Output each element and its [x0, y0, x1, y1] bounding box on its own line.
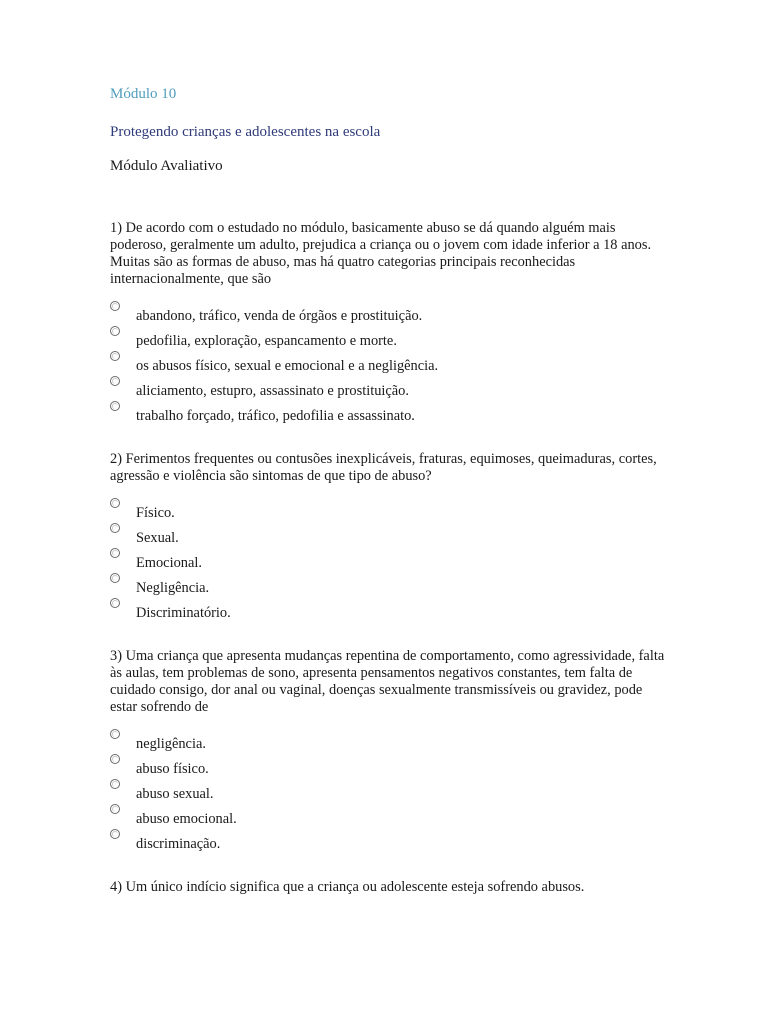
question-1	[110, 220, 670, 429]
question-text: 1) De acordo com o estudado no módulo, basicamente abuso se dá quando alguém mais poderoso, geralmente um adulto, prejudica a criança ou o jovem com idade inferior a 18 anos. Muitas são as formas de abuso, mas há quatro categorias principais reconhecidas internacionalmente, que são	[110, 220, 652, 287]
module-number: Módulo 10	[110, 86, 177, 102]
option-item[interactable]	[110, 354, 670, 379]
option-label: negligência.	[136, 736, 206, 752]
radio-button[interactable]	[110, 573, 120, 583]
radio-button[interactable]	[110, 376, 120, 386]
option-item[interactable]	[110, 329, 670, 354]
option-item[interactable]	[110, 757, 670, 782]
options-list	[110, 732, 670, 857]
question-4	[110, 879, 670, 896]
option-item[interactable]	[110, 501, 670, 526]
option-label: discriminação.	[136, 836, 221, 852]
option-label: abandono, tráfico, venda de órgãos e prostituição.	[136, 308, 423, 324]
question-text: 3) Uma criança que apresenta mudanças repentina de comportamento, como agressividade, falta às aulas, tem problemas de sono, apresenta pensamentos negativos constantes, tem falta de cuidado consigo, dor anal ou vaginal, doenças sexualmente transmissíveis ou gravidez, pode estar sofrendo de	[110, 648, 665, 715]
radio-button[interactable]	[110, 804, 120, 814]
option-item[interactable]	[110, 601, 670, 626]
radio-button[interactable]	[110, 326, 120, 336]
radio-button[interactable]	[110, 301, 120, 311]
radio-button[interactable]	[110, 598, 120, 608]
option-label: trabalho forçado, tráfico, pedofilia e assassinato.	[136, 408, 415, 424]
module-title: Protegendo crianças e adolescentes na escola	[110, 124, 381, 140]
option-label: Sexual.	[136, 530, 179, 546]
question-text: 2) Ferimentos frequentes ou contusões inexplicáveis, fraturas, equimoses, queimaduras, cortes, agressão e violência são sintomas de que tipo de abuso?	[110, 451, 657, 484]
module-subtitle: Módulo Avaliativo	[110, 158, 223, 174]
question-3	[110, 648, 670, 857]
option-label: Emocional.	[136, 555, 202, 571]
radio-button[interactable]	[110, 754, 120, 764]
option-item[interactable]	[110, 576, 670, 601]
radio-button[interactable]	[110, 829, 120, 839]
question-text: 4) Um único indício significa que a criança ou adolescente esteja sofrendo abusos.	[110, 879, 585, 895]
option-item[interactable]	[110, 404, 670, 429]
options-list	[110, 304, 670, 429]
option-item[interactable]	[110, 304, 670, 329]
option-item[interactable]	[110, 832, 670, 857]
option-label: Discriminatório.	[136, 605, 231, 621]
radio-button[interactable]	[110, 548, 120, 558]
option-item[interactable]	[110, 551, 670, 576]
radio-button[interactable]	[110, 523, 120, 533]
option-label: Físico.	[136, 505, 175, 521]
radio-button[interactable]	[110, 729, 120, 739]
radio-button[interactable]	[110, 779, 120, 789]
quiz-page	[110, 84, 670, 918]
option-label: pedofilia, exploração, espancamento e morte.	[136, 333, 397, 349]
option-item[interactable]	[110, 732, 670, 757]
question-2	[110, 451, 670, 626]
option-label: abuso emocional.	[136, 811, 237, 827]
option-label: abuso sexual.	[136, 786, 214, 802]
option-label: os abusos físico, sexual e emocional e a negligência.	[136, 358, 439, 374]
option-item[interactable]	[110, 782, 670, 807]
radio-button[interactable]	[110, 401, 120, 411]
option-item[interactable]	[110, 807, 670, 832]
radio-button[interactable]	[110, 351, 120, 361]
option-item[interactable]	[110, 379, 670, 404]
option-label: aliciamento, estupro, assassinato e prostituição.	[136, 383, 409, 399]
radio-button[interactable]	[110, 498, 120, 508]
option-label: abuso físico.	[136, 761, 209, 777]
option-item[interactable]	[110, 526, 670, 551]
option-label: Negligência.	[136, 580, 210, 596]
options-list	[110, 501, 670, 626]
